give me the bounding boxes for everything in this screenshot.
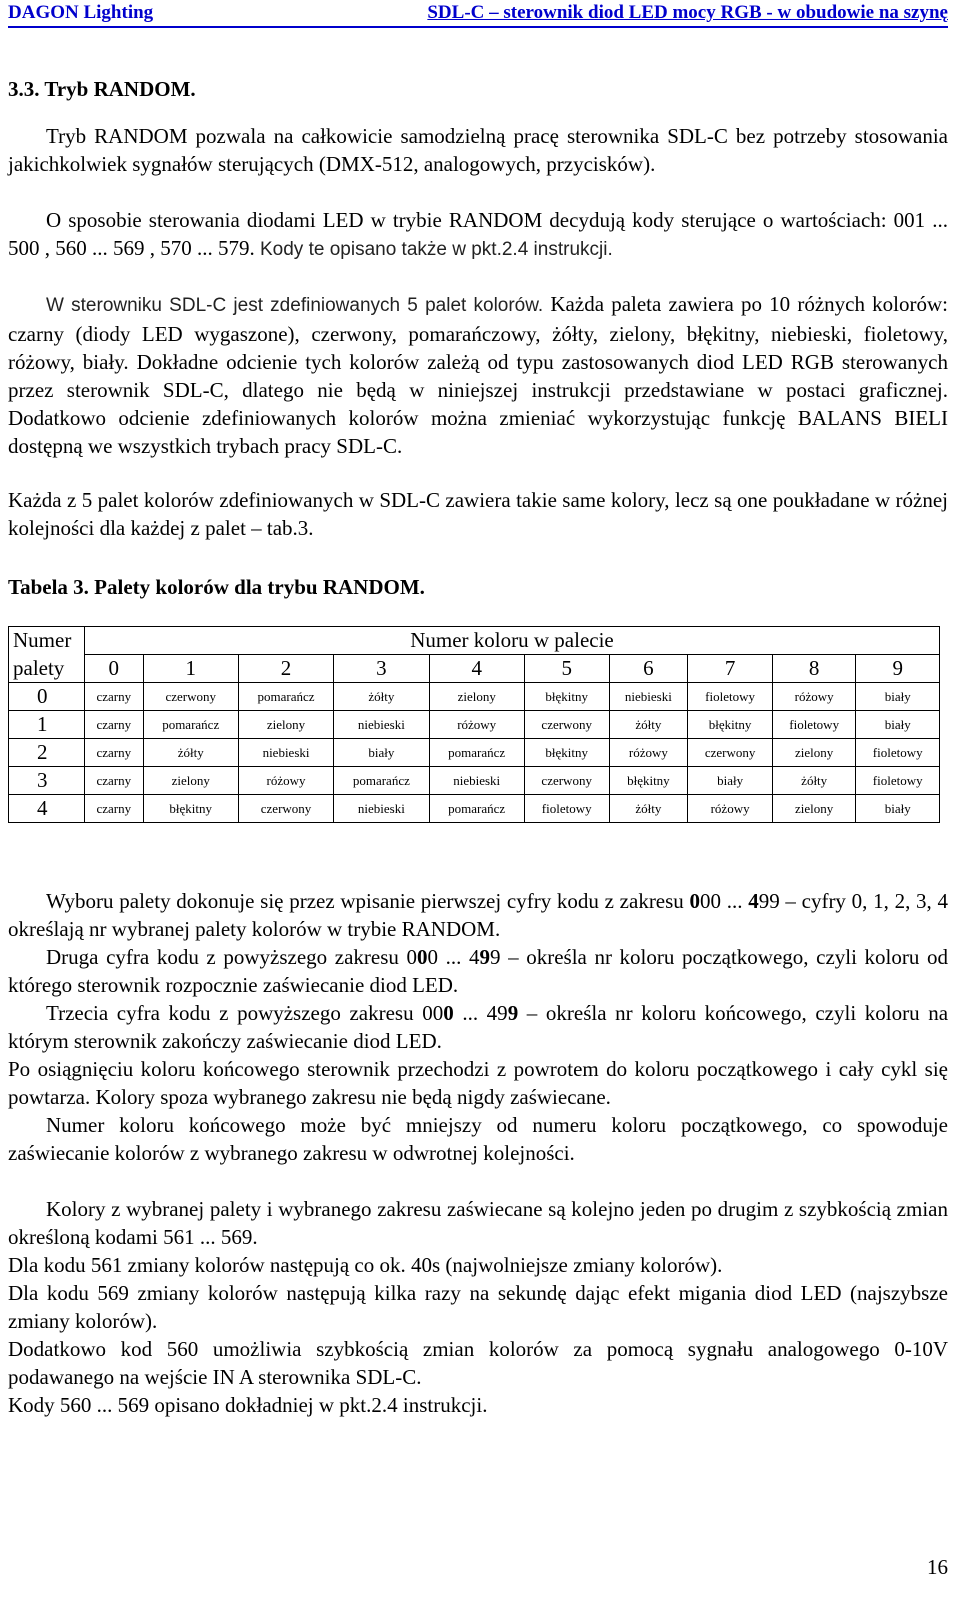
palette-shades-sentence: Dokładne odcienie tych kolorów zależą od typu zastosowanych diod LED RGB sterowanych przez sterownik SDL-C, dlatego nie będą w niniejszej instrukcji przedstawiane w postaci graficznej. Dodatkowo odcienie zdefiniowanych kolorów można zmieniać wykorzystując funkcję BALANS BIELI dostępną we wszystkich trybach pracy SDL-C. [8, 350, 948, 458]
color-cell: niebieski [334, 711, 429, 739]
start-color-text: Druga cyfra kodu z powyższego zakresu 0 [46, 945, 418, 969]
color-cell: żółty [772, 767, 856, 795]
code-digit-highlight: 9 [507, 1001, 519, 1025]
color-index-header: 7 [688, 655, 773, 683]
color-cell: pomarańcz [334, 767, 429, 795]
code-560-paragraph: Dodatkowo kod 560 umożliwia szybkością zmian kolorów za pomocą sygnału analogowego 0-10V podawanego na wejście IN A sterownika SDL-C. [8, 1337, 948, 1389]
reverse-order-paragraph: Numer koloru końcowego może być mniejszy od numeru koloru początkowego, co spowoduje zaświecanie kolorów z wybranego zakresu w odwrotnej kolejności. [8, 1113, 948, 1165]
color-cell: różowy [688, 795, 773, 823]
document-title: SDL-C – sterownik diod LED mocy RGB - w obudowie na szynę [427, 2, 948, 23]
palette-number: 2 [9, 739, 85, 767]
color-index-header: 2 [238, 655, 333, 683]
table-row [9, 711, 940, 739]
intro-paragraph-1: Tryb RANDOM pozwala na całkowicie samodzielną pracę sterownika SDL-C bez potrzeby stosowania jakichkolwiek sygnałów sterujących (DMX-512, analogowych, przycisków). [8, 124, 948, 176]
intro-paragraph-2-text: O sposobie sterowania diodami LED w trybie RANDOM decydują kody sterujące o wartościach: 001 ... 500 , 560 ... 569 , 570 ... 579. [8, 208, 948, 260]
company-name: DAGON Lighting [8, 2, 154, 23]
palette-number: 0 [9, 683, 85, 711]
table-caption: Tabela 3. Palety kolorów dla trybu RANDOM. [8, 575, 425, 599]
table-row [9, 683, 940, 711]
color-cell: biały [688, 767, 773, 795]
header-palette-number-top: Numer [9, 627, 85, 655]
color-cell: biały [856, 711, 940, 739]
code-digit-highlight: 0 [417, 945, 428, 969]
start-color-end: 9 – określa nr koloru początkowego, czyli koloru od którego sterownik rozpocznie zaświecanie diod LED. [8, 945, 948, 997]
color-cell: zielony [772, 739, 856, 767]
palette-number: 3 [9, 767, 85, 795]
color-index-header: 3 [334, 655, 429, 683]
code-digit-highlight: 9 [479, 945, 490, 969]
end-color-end: – określa nr koloru końcowego, czyli koloru na którym sterownik zakończy zaświecanie diod LED. [8, 1001, 949, 1053]
end-color-text: Trzecia cyfra kodu z powyższego zakresu 00 [46, 1001, 444, 1025]
color-cell: błękitny [688, 711, 773, 739]
color-cell: czarny [85, 739, 144, 767]
color-index-header: 4 [429, 655, 524, 683]
color-cell: biały [856, 683, 940, 711]
intro-paragraph-2 [8, 206, 948, 264]
color-cell: niebieski [609, 683, 688, 711]
color-cell: różowy [772, 683, 856, 711]
page-header [8, 2, 948, 28]
code-digit-highlight: 4 [748, 889, 759, 913]
color-index-header: 6 [609, 655, 688, 683]
color-cell: pomarańcz [429, 795, 524, 823]
color-cell: zielony [772, 795, 856, 823]
table-row [9, 767, 940, 795]
color-index-header: 5 [524, 655, 609, 683]
header-color-number: Numer koloru w palecie [85, 627, 940, 655]
code-digit-highlight: 0 [689, 889, 701, 913]
table-row [9, 739, 940, 767]
palette-number: 1 [9, 711, 85, 739]
color-cell: żółty [609, 711, 688, 739]
color-cell: czerwony [524, 767, 609, 795]
color-cell: żółty [609, 795, 688, 823]
color-cell: fioletowy [772, 711, 856, 739]
color-cell: różowy [238, 767, 333, 795]
intro-paragraph-3 [8, 290, 948, 460]
color-cell: czarny [85, 711, 144, 739]
page-number: 16 [927, 1555, 948, 1579]
color-cell: czerwony [238, 795, 333, 823]
color-cell: błękitny [609, 767, 688, 795]
color-cell: czarny [85, 767, 144, 795]
color-cell: zielony [429, 683, 524, 711]
color-cell: różowy [429, 711, 524, 739]
color-cell: zielony [238, 711, 333, 739]
color-index-header: 9 [856, 655, 940, 683]
palette-colors-sentence: Każda paleta zawiera po 10 różnych kolorów: czarny (diody LED wygaszone), czerwony, pomarańczowy, żółty, zielony, błękitny, niebieski, fioletowy, różowy, biały. [8, 292, 949, 374]
palette-selection-end: 99 – cyfry 0, 1, 2, 3, 4 określają nr wybranej palety kolorów w trybie RANDOM. [8, 889, 949, 941]
start-color-paragraph [8, 943, 948, 999]
color-cell: fioletowy [856, 767, 940, 795]
color-cell: niebieski [334, 795, 429, 823]
color-cell: fioletowy [524, 795, 609, 823]
color-cell: fioletowy [856, 739, 940, 767]
palette-count-sentence: W sterowniku SDL-C jest zdefiniowanych 5 palet kolorów. [46, 295, 544, 316]
code-569-paragraph: Dla kodu 569 zmiany kolorów następują kilka razy na sekundę dając efekt migania diod LED (najszybsze zmiany kolorów). [8, 1281, 948, 1333]
palette-table [8, 626, 940, 823]
header-palette-number-bottom: palety [9, 655, 85, 683]
palette-selection-text: Wyboru palety dokonuje się przez wpisanie pierwszej cyfry kodu z zakresu [46, 889, 690, 913]
color-cell: niebieski [429, 767, 524, 795]
color-cell: żółty [334, 683, 429, 711]
color-cell: czerwony [688, 739, 773, 767]
color-cell: czarny [85, 795, 144, 823]
color-index-header: 8 [772, 655, 856, 683]
speed-paragraph: Kolory z wybranej palety i wybranego zakresu zaświecane są kolejno jeden po drugim z szybkością zmian określoną kodami 561 ... 569. [8, 1197, 948, 1249]
color-cell: zielony [143, 767, 238, 795]
color-cell: pomarańcz [429, 739, 524, 767]
code-561-paragraph: Dla kodu 561 zmiany kolorów następują co ok. 40s (najwolniejsze zmiany kolorów). [8, 1253, 723, 1277]
end-color-paragraph [8, 999, 948, 1055]
color-cell: czarny [85, 683, 144, 711]
color-cell: błękitny [524, 739, 609, 767]
color-cell: biały [856, 795, 940, 823]
color-cell: błękitny [524, 683, 609, 711]
table-header-row-1 [9, 627, 940, 655]
section-title: 3.3. Tryb RANDOM. [8, 77, 196, 101]
palette-selection-paragraph [8, 887, 948, 943]
color-cell: biały [334, 739, 429, 767]
intro-paragraph-2-note: Kody te opisano także w pkt.2.4 instrukcji. [260, 239, 613, 260]
color-cell: różowy [609, 739, 688, 767]
table-row [9, 795, 940, 823]
color-cell: czerwony [524, 711, 609, 739]
codes-reference-paragraph: Kody 560 ... 569 opisano dokładniej w pkt.2.4 instrukcji. [8, 1393, 488, 1417]
code-range-text: ... 49 [453, 1001, 508, 1025]
intro-paragraph-4: Każda z 5 palet kolorów zdefiniowanych w SDL-C zawiera takie same kolory, lecz są one poukładane w różnej kolejności dla każdej z palet – tab.3. [8, 488, 948, 540]
color-index-header: 1 [143, 655, 238, 683]
color-cell: fioletowy [688, 683, 773, 711]
color-cell: pomarańcz [238, 683, 333, 711]
color-cell: niebieski [238, 739, 333, 767]
color-cell: żółty [143, 739, 238, 767]
cycle-paragraph: Po osiągnięciu koloru końcowego sterownik przechodzi z powrotem do koloru początkowego i cały cykl się powtarza. Kolory spoza wybranego zakresu nie będą nigdy zaświecane. [8, 1057, 948, 1109]
code-range-text: 00 ... [700, 889, 749, 913]
table-header-row-2 [9, 655, 940, 683]
color-cell: pomarańcz [143, 711, 238, 739]
code-digit-highlight: 0 [443, 1001, 454, 1025]
color-cell: czerwony [143, 683, 238, 711]
code-range-text: 0 ... 4 [427, 945, 480, 969]
color-cell: błękitny [143, 795, 238, 823]
color-index-header: 0 [85, 655, 144, 683]
palette-number: 4 [9, 795, 85, 823]
